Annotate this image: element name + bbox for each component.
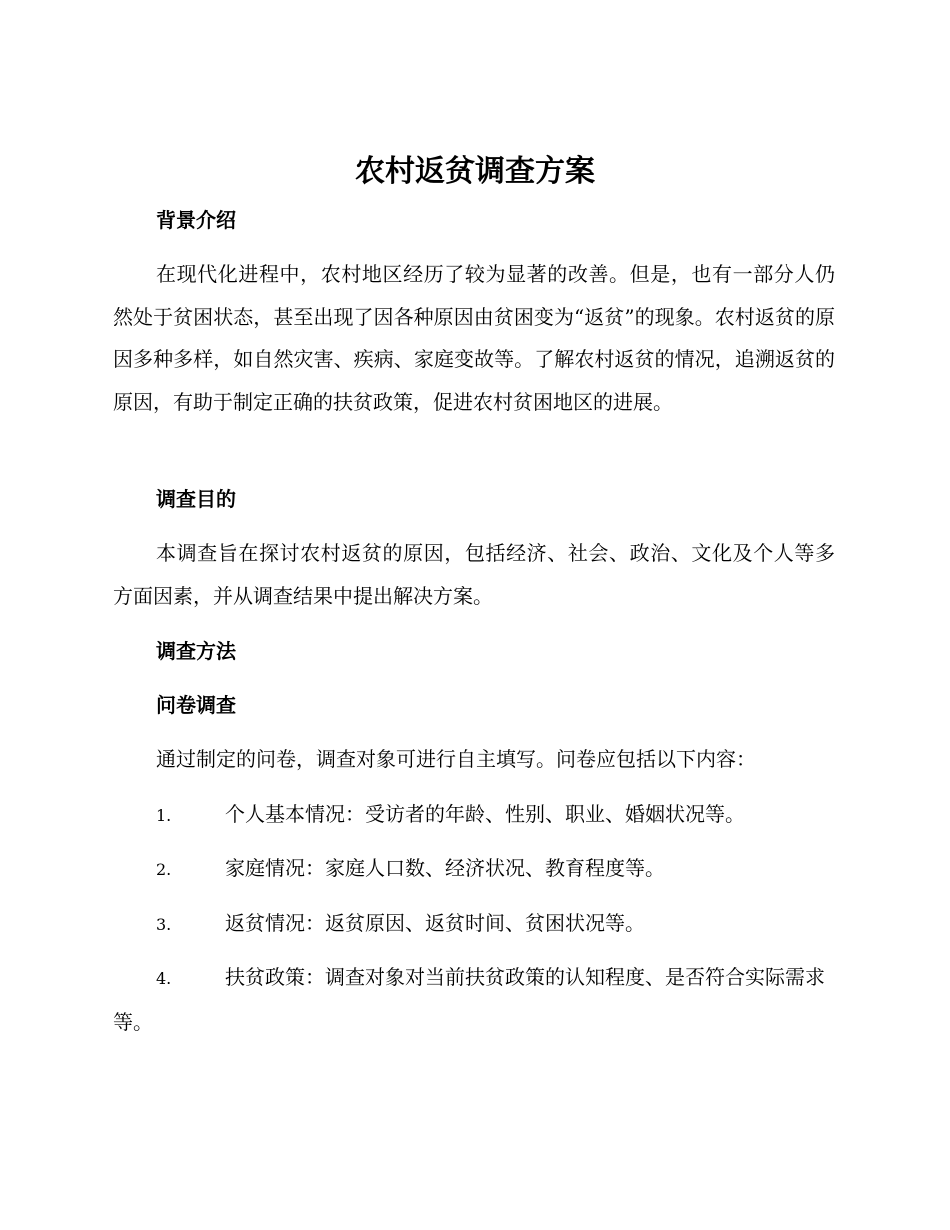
section-heading-questionnaire: 问卷调查 bbox=[156, 693, 236, 717]
list-item-text: 个人基本情况：受访者的年龄、性别、职业、婚姻状况等。 bbox=[225, 802, 745, 826]
section-heading-purpose: 调查目的 bbox=[156, 487, 236, 511]
list-item-number: 1. bbox=[156, 806, 172, 825]
questionnaire-intro: 通过制定的问卷，调查对象可进行自主填写。问卷应包括以下内容： bbox=[156, 747, 756, 771]
purpose-paragraph: 本调查旨在探讨农村返贫的原因，包括经济、社会、政治、文化及个人等多方面因素，并从调查结果中提出解决方案。 bbox=[113, 541, 835, 608]
section-heading-method: 调查方法 bbox=[156, 639, 236, 663]
document-title: 农村返贫调查方案 bbox=[355, 154, 595, 189]
background-paragraph: 在现代化进程中，农村地区经历了较为显著的改善。但是，也有一部分人仍然处于贫困状态，甚至出现了因各种原因由贫困变为“返贫”的现象。农村返贫的原因多种多样，如自然灾害、疾病、家庭变故等。了解农村返贫的情况，追溯返贫的原因，有助于制定正确的扶贫政策，促进农村贫困地区的进展。 bbox=[113, 262, 835, 414]
section-heading-background: 背景介绍 bbox=[156, 208, 236, 232]
list-item bbox=[113, 956, 835, 1043]
list-item-number: 2. bbox=[156, 860, 172, 879]
list-item-text: 返贫情况：返贫原因、返贫时间、贫困状况等。 bbox=[225, 911, 645, 935]
list-item-number: 4. bbox=[156, 969, 172, 988]
list-item bbox=[113, 902, 835, 947]
list-item-text: 扶贫政策：调查对象对当前扶贫政策的认知程度、是否符合实际需求等。 bbox=[113, 965, 825, 1034]
list-item-text: 家庭情况：家庭人口数、经济状况、教育程度等。 bbox=[225, 856, 665, 880]
list-item-number: 3. bbox=[156, 915, 172, 934]
list-item bbox=[113, 793, 835, 838]
list-item bbox=[113, 847, 835, 892]
